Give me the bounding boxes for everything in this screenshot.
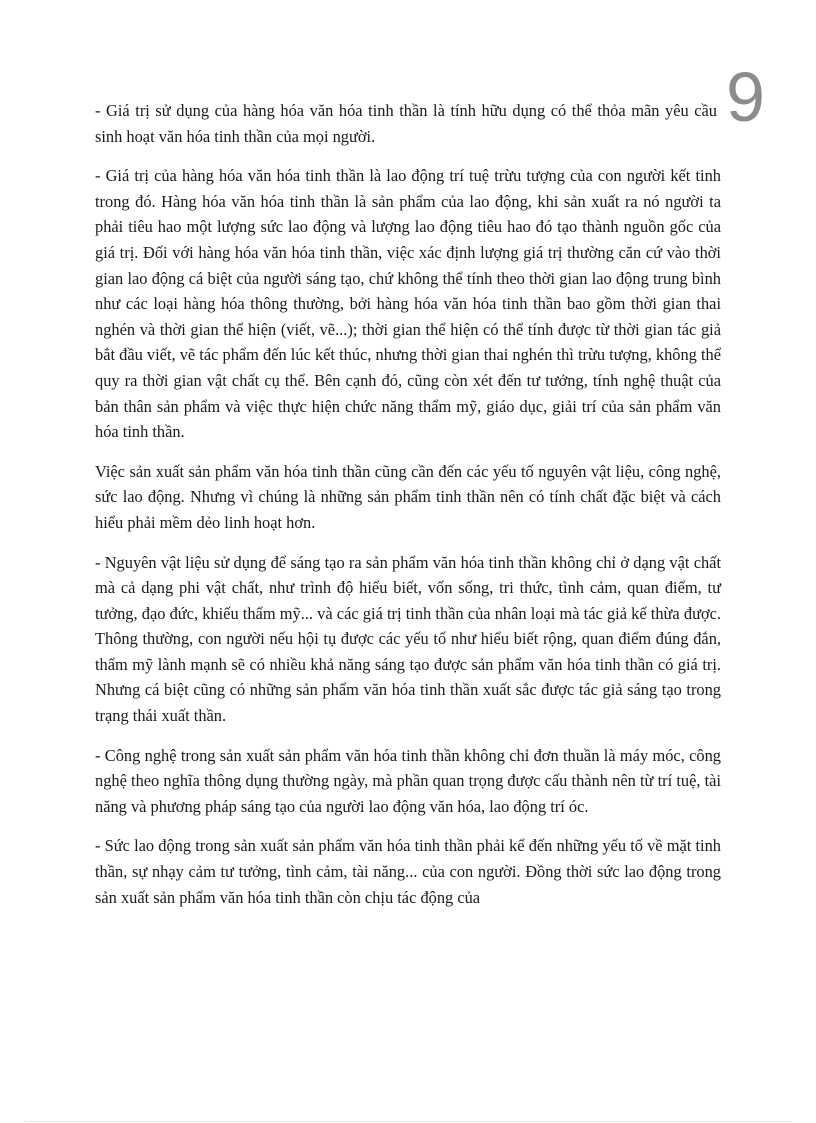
- page-number: 9: [726, 58, 765, 136]
- paragraph-use-value: - Giá trị sử dụng của hàng hóa văn hóa tinh thần là tính hữu dụng có thể thỏa mãn yêu cầu sinh hoạt văn hóa tinh thần của mọi người.: [95, 101, 717, 146]
- paragraph-raw-materials: - Nguyên vật liệu sử dụng để sáng tạo ra sản phẩm văn hóa tinh thần không chỉ ở dạng vật chất mà cả dạng phi vật chất, như trình độ hiểu biết, vốn sống, tri thức, tình cảm, quan điểm, tư tưởng, đạo đức, khiếu thẩm mỹ... và các giá trị tinh thần của nhân loại mà tác giả kế thừa được. Thông thường, con người nếu hội tụ được các yếu tố như hiểu biết rộng, quan điểm đúng đắn, thẩm mỹ lành mạnh sẽ có nhiều khả năng sáng tạo được sản phẩm văn hóa tinh thần có giá trị. Nhưng cá biệt cũng có những sản phẩm văn hóa tinh thần xuất sắc được tác giả sáng tạo trong trạng thái xuất thần.: [95, 552, 721, 726]
- body-text: [95, 98, 721, 924]
- paragraph-production-factors: Việc sản xuất sản phẩm văn hóa tinh thần cũng cần đến các yếu tố nguyên vật liệu, công nghệ, sức lao động. Nhưng vì chúng là những sản phẩm tinh thần nên có tính chất đặc biệt và cách hiểu phải mềm dẻo linh hoạt hơn.: [95, 461, 721, 532]
- paragraph-labor-power: - Sức lao động trong sản xuất sản phẩm văn hóa tinh thần phải kể đến những yếu tố về mặt tinh thần, sự nhạy cảm tư tưởng, tình cảm, tài năng... của con người. Đồng thời sức lao động trong sản xuất sản phẩm văn hóa tinh thần còn chịu tác động của: [95, 836, 721, 907]
- paragraph-technology: - Công nghệ trong sản xuất sản phẩm văn hóa tinh thần không chỉ đơn thuần là máy móc, công nghệ theo nghĩa thông dụng thường ngày, mà phần quan trọng được cấu thành nên từ trí tuệ, tài năng và phương pháp sáng tạo của người lao động văn hóa, lao động trí óc.: [95, 745, 721, 816]
- paragraph-value: - Giá trị của hàng hóa văn hóa tinh thần là lao động trí tuệ trừu tượng của con người kết tinh trong đó. Hàng hóa văn hóa tinh thần là sản phẩm của lao động, khi sản xuất ra nó người ta phải tiêu hao một lượng sức lao động và lượng lao động tiêu hao đó tạo thành nguồn gốc của giá trị. Đối với hàng hóa văn hóa tinh thần, việc xác định lượng giá trị thường căn cứ vào thời gian lao động cá biệt của người sáng tạo, chứ không thể tính theo thời gian lao động trung bình như các loại hàng hóa thông thường, bởi hàng hóa văn hóa tinh thần bao gồm thời gian thai nghén và thời gian thể hiện (viết, vẽ...); thời gian thể hiện có thể tính được từ thời gian tác giả bắt đầu viết, vẽ tác phẩm đến lúc kết thúc, nhưng thời gian thai nghén thì trừu tượng, không thể quy ra thời gian vật chất cụ thể. Bên cạnh đó, cũng còn xét đến tư tưởng, tính nghệ thuật của bản thân sản phẩm và việc thực hiện chức năng thẩm mỹ, giáo dục, giải trí của sản phẩm văn hóa tinh thần.: [95, 166, 721, 442]
- page-bottom-divider: [24, 1121, 792, 1122]
